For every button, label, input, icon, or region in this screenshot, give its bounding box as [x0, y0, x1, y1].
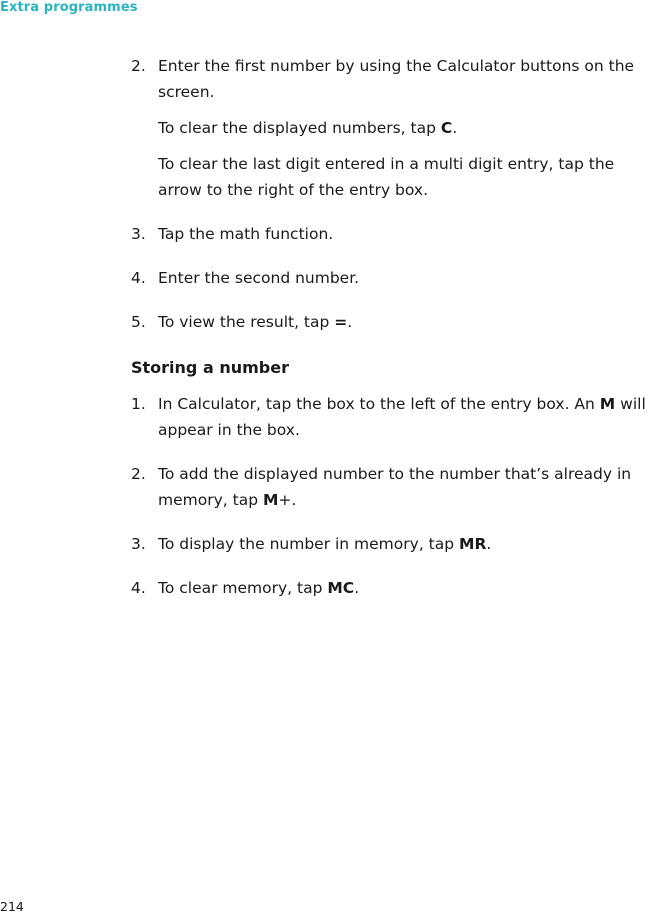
- step-text: .: [486, 535, 492, 553]
- emphasis-text: M: [599, 395, 616, 413]
- step-paragraph: [158, 461, 657, 513]
- step-text: To clear memory, tap: [158, 579, 328, 597]
- storing-number-heading: Storing a number: [131, 358, 289, 377]
- step-paragraph: [158, 531, 657, 557]
- step-text: Enter the first number by using the Calculator buttons on the screen.: [158, 57, 635, 101]
- step-text: To display the number in memory, tap: [158, 535, 460, 553]
- step-item: [131, 221, 657, 247]
- step-text: In Calculator, tap the box to the left of the entry box. An: [158, 395, 600, 413]
- step-text: To clear the last digit entered in a multi digit entry, tap the arrow to the right of the entry box.: [158, 155, 615, 199]
- step-body: [158, 391, 657, 443]
- step-text: will appear in the box.: [158, 395, 646, 439]
- step-paragraph: [158, 265, 657, 291]
- step-text: .: [452, 119, 458, 137]
- step-text: To view the result, tap: [158, 313, 335, 331]
- step-item: [131, 461, 657, 513]
- step-paragraph: [158, 53, 657, 105]
- step-number: 2.: [131, 465, 146, 483]
- section-header: Extra programmes: [0, 0, 138, 15]
- step-body: [158, 53, 657, 203]
- step-item: [131, 53, 657, 203]
- step-paragraph: [158, 575, 657, 601]
- step-number: 3.: [131, 535, 146, 553]
- step-paragraph: [158, 115, 657, 141]
- step-paragraph: [158, 309, 657, 335]
- step-text: To clear the displayed numbers, tap: [158, 119, 441, 137]
- step-item: [131, 265, 657, 291]
- step-body: [158, 461, 657, 513]
- page-number: 214: [0, 899, 24, 914]
- step-paragraph: [158, 221, 657, 247]
- step-text: .: [347, 313, 353, 331]
- step-body: [158, 309, 657, 335]
- step-body: [158, 531, 657, 557]
- step-item: [131, 391, 657, 443]
- step-number: 3.: [131, 225, 146, 243]
- step-text: Enter the second number.: [158, 269, 360, 287]
- step-body: [158, 265, 657, 291]
- step-number: 5.: [131, 313, 146, 331]
- step-item: [131, 309, 657, 335]
- step-number: 4.: [131, 579, 146, 597]
- step-number: 2.: [131, 57, 146, 75]
- step-number: 1.: [131, 395, 146, 413]
- step-number: 4.: [131, 269, 146, 287]
- memory-steps-list: [131, 391, 657, 601]
- step-text: .: [354, 579, 360, 597]
- step-paragraph: [158, 151, 657, 203]
- emphasis-text: MR: [459, 535, 487, 553]
- calculator-steps-list: [131, 53, 657, 335]
- emphasis-text: M: [262, 491, 279, 509]
- instructions-content: [131, 53, 657, 619]
- step-body: [158, 221, 657, 247]
- step-text: To add the displayed number to the number that’s already in memory, tap: [158, 465, 632, 509]
- emphasis-text: =: [334, 313, 348, 331]
- emphasis-text: MC: [327, 579, 355, 597]
- step-text: Tap the math function.: [158, 225, 334, 243]
- step-text: +.: [278, 491, 297, 509]
- step-paragraph: [158, 391, 657, 443]
- emphasis-text: C: [440, 119, 453, 137]
- step-item: [131, 575, 657, 601]
- step-item: [131, 531, 657, 557]
- step-body: [158, 575, 657, 601]
